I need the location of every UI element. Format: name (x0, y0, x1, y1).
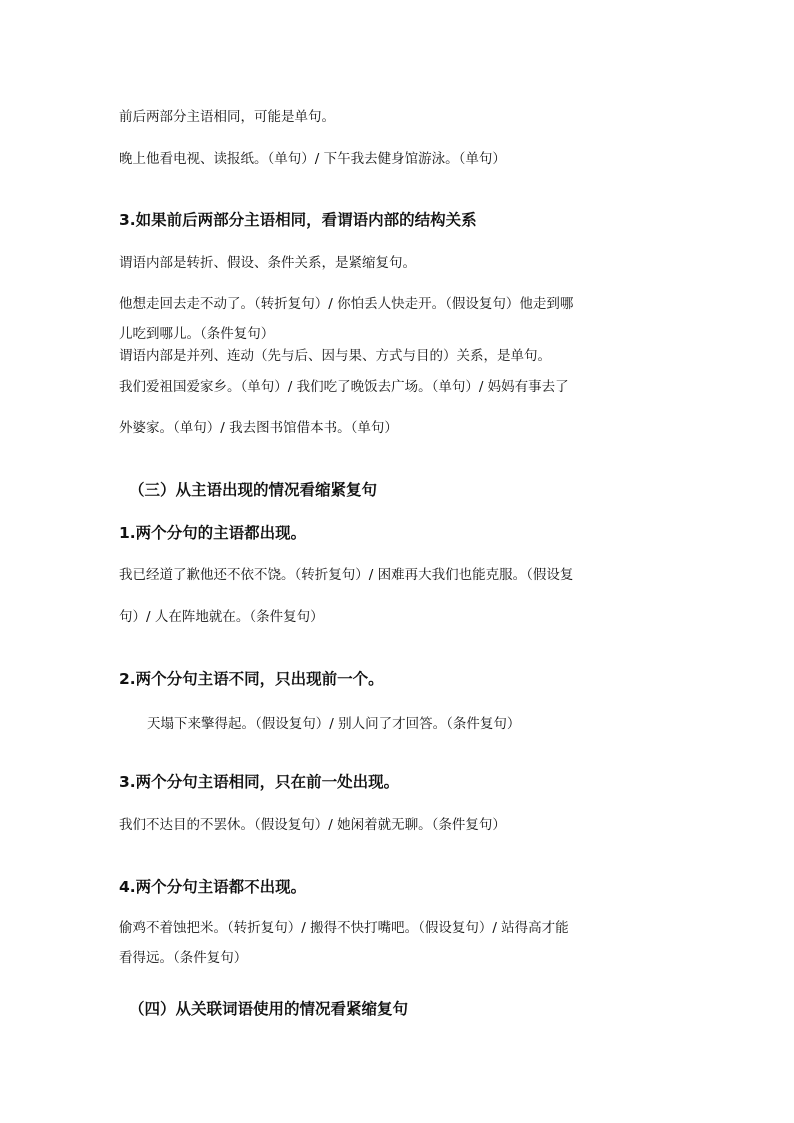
subheading: 4.两个分句主语都不出现。 (119, 878, 307, 896)
subheading: 3.两个分句主语相同，只在前一处出现。 (119, 773, 400, 791)
paragraph-line: 前后两部分主语相同，可能是单句。 (119, 109, 335, 125)
paragraph-line: 我们爱祖国爱家乡。（单句）/ 我们吃了晚饭去广场。（单句）/ 妈妈有事去了 (119, 379, 569, 395)
paragraph-line: 我已经道了歉他还不依不饶。（转折复句）/ 困难再大我们也能克服。（假设复 (119, 567, 574, 583)
section-heading: （四）从关联词语使用的情况看紧缩复句 (129, 1000, 409, 1018)
paragraph-line: 晚上他看电视、读报纸。（单句）/ 下午我去健身馆游泳。（单句） (119, 151, 506, 167)
subheading: 2.两个分句主语不同，只出现前一个。 (119, 670, 384, 688)
paragraph-line: 儿吃到哪儿。（条件复句） (119, 326, 275, 342)
paragraph-line: 谓语内部是并列、连动（先与后、因与果、方式与目的）关系，是单句。 (119, 348, 551, 364)
section-heading: （三）从主语出现的情况看缩紧复句 (129, 481, 378, 499)
paragraph-line: 天塌下来擎得起。（假设复句）/ 别人问了才回答。（条件复句） (147, 716, 521, 732)
paragraph-line: 谓语内部是转折、假设、条件关系，是紧缩复句。 (119, 255, 416, 271)
paragraph-line: 句）/ 人在阵地就在。（条件复句） (119, 609, 324, 625)
paragraph-line: 看得远。（条件复句） (119, 950, 248, 966)
subheading: 3.如果前后两部分主语相同，看谓语内部的结构关系 (119, 211, 477, 229)
subheading: 1.两个分句的主语都出现。 (119, 524, 307, 542)
paragraph-line: 外婆家。（单句）/ 我去图书馆借本书。（单句） (119, 420, 398, 436)
paragraph-line: 偷鸡不着蚀把米。（转折复句）/ 搬得不快打嘴吧。（假设复句）/ 站得高才能 (119, 920, 569, 936)
paragraph-line: 他想走回去走不动了。（转折复句）/ 你怕丢人快走开。（假设复句）他走到哪 (119, 296, 574, 312)
paragraph-line: 我们不达目的不罢休。（假设复句）/ 她闲着就无聊。（条件复句） (119, 817, 506, 833)
